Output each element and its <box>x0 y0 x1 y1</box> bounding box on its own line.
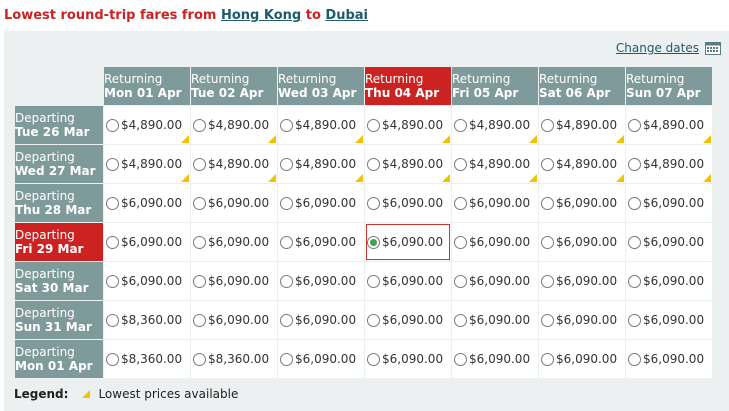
fare-price: $6,090.00 <box>556 274 618 288</box>
fare-cell[interactable] <box>626 340 712 378</box>
fare-radio[interactable] <box>454 197 467 210</box>
return-date-header <box>278 67 364 105</box>
fare-price: $6,090.00 <box>556 352 618 366</box>
fare-cell[interactable] <box>365 301 451 339</box>
fare-option[interactable] <box>191 352 277 366</box>
fare-radio[interactable] <box>454 236 467 249</box>
table-row <box>15 184 712 222</box>
title-connector: to <box>301 8 326 23</box>
return-date-header <box>191 67 277 105</box>
lowest-price-triangle-icon <box>268 174 276 182</box>
lowest-price-triangle-icon <box>355 135 363 143</box>
fare-price: $4,890.00 <box>382 118 444 132</box>
fare-radio[interactable] <box>628 119 641 132</box>
fare-price: $4,890.00 <box>121 118 183 132</box>
fare-radio[interactable] <box>106 197 119 210</box>
fare-cell[interactable] <box>278 145 364 183</box>
fare-radio[interactable] <box>106 236 119 249</box>
fare-radio[interactable] <box>193 236 206 249</box>
returning-label: Returning <box>104 72 163 86</box>
table-row <box>15 106 712 144</box>
fare-price: $4,890.00 <box>643 157 705 171</box>
table-row <box>15 301 712 339</box>
fare-radio[interactable] <box>454 275 467 288</box>
fare-radio[interactable] <box>541 119 554 132</box>
fare-price: $6,090.00 <box>382 274 444 288</box>
fare-radio[interactable] <box>193 119 206 132</box>
fare-radio[interactable] <box>628 275 641 288</box>
fare-cell[interactable] <box>365 145 451 183</box>
fare-radio[interactable] <box>367 197 380 210</box>
departing-label: Departing <box>15 150 75 164</box>
fare-cell[interactable] <box>626 301 712 339</box>
fare-option[interactable] <box>365 313 451 327</box>
fare-price: $6,090.00 <box>643 235 705 249</box>
fare-option[interactable] <box>452 274 538 288</box>
fare-price: $6,090.00 <box>295 196 357 210</box>
fare-cell[interactable] <box>539 145 625 183</box>
fare-grid <box>14 66 713 379</box>
fare-price: $8,360.00 <box>121 352 183 366</box>
fare-price: $6,090.00 <box>208 313 270 327</box>
return-date: Fri 05 Apr <box>452 86 519 100</box>
fare-option[interactable] <box>452 196 538 210</box>
fare-price: $4,890.00 <box>295 157 357 171</box>
lowest-price-triangle-icon <box>181 174 189 182</box>
fare-price: $4,890.00 <box>121 157 183 171</box>
depart-date: Thu 28 Mar <box>15 203 92 217</box>
departing-label: Departing <box>15 189 75 203</box>
table-row <box>15 340 712 378</box>
fare-option[interactable] <box>626 352 712 366</box>
origin-link[interactable]: Hong Kong <box>220 8 302 23</box>
fare-price: $6,090.00 <box>469 274 531 288</box>
fare-price: $4,890.00 <box>208 118 270 132</box>
depart-date-header <box>15 223 103 261</box>
fare-option[interactable] <box>626 157 712 171</box>
fare-cell[interactable] <box>278 223 364 261</box>
legend-label: Legend: <box>14 387 69 401</box>
fare-option[interactable] <box>278 157 364 171</box>
depart-date-header <box>15 184 103 222</box>
fare-radio[interactable] <box>280 197 293 210</box>
fare-cell[interactable] <box>104 106 190 144</box>
fare-cell[interactable] <box>104 301 190 339</box>
fare-cell[interactable] <box>452 301 538 339</box>
fare-option[interactable] <box>191 313 277 327</box>
fare-cell[interactable] <box>191 340 277 378</box>
grid-corner <box>15 67 103 105</box>
fare-option[interactable] <box>626 196 712 210</box>
fare-cell[interactable] <box>191 301 277 339</box>
fare-radio[interactable] <box>367 353 380 366</box>
fare-price: $6,090.00 <box>643 196 705 210</box>
fare-price: $6,090.00 <box>643 274 705 288</box>
fare-price: $6,090.00 <box>556 235 618 249</box>
fare-price: $6,090.00 <box>382 352 444 366</box>
fare-option[interactable] <box>539 313 625 327</box>
fare-option[interactable] <box>626 274 712 288</box>
fare-option[interactable] <box>278 235 364 249</box>
fare-cell[interactable] <box>626 262 712 300</box>
fare-radio[interactable] <box>367 119 380 132</box>
fare-cell[interactable] <box>626 145 712 183</box>
fare-radio[interactable] <box>280 236 293 249</box>
fare-radio[interactable] <box>106 353 119 366</box>
fare-radio[interactable] <box>541 197 554 210</box>
fare-radio[interactable] <box>628 314 641 327</box>
fare-option[interactable] <box>104 352 190 366</box>
departing-label: Departing <box>15 345 75 359</box>
table-row <box>15 262 712 300</box>
page-title <box>4 8 368 23</box>
fare-cell[interactable] <box>452 145 538 183</box>
fare-option[interactable] <box>626 235 712 249</box>
fare-cell[interactable] <box>452 184 538 222</box>
fare-price: $6,090.00 <box>295 274 357 288</box>
fare-option[interactable] <box>278 274 364 288</box>
fare-cell[interactable] <box>104 145 190 183</box>
fare-option[interactable] <box>626 313 712 327</box>
fare-option[interactable] <box>278 196 364 210</box>
fare-price: $6,090.00 <box>208 196 270 210</box>
fare-cell[interactable] <box>365 184 451 222</box>
fare-option[interactable] <box>539 235 625 249</box>
fare-radio[interactable] <box>106 158 119 171</box>
fare-cell[interactable] <box>626 184 712 222</box>
fare-grid-body <box>15 106 712 378</box>
fare-cell[interactable] <box>452 223 538 261</box>
fare-price: $6,090.00 <box>382 196 444 210</box>
fare-cell[interactable] <box>278 301 364 339</box>
returning-label: Returning <box>452 72 511 86</box>
legend <box>14 387 238 401</box>
fare-radio[interactable] <box>367 275 380 288</box>
fare-option[interactable] <box>365 118 451 132</box>
fare-option[interactable] <box>278 118 364 132</box>
return-date-header <box>539 67 625 105</box>
fare-price: $6,090.00 <box>295 352 357 366</box>
fare-radio[interactable] <box>628 353 641 366</box>
table-row <box>15 223 712 261</box>
fare-radio[interactable] <box>367 158 380 171</box>
fare-price: $4,890.00 <box>556 118 618 132</box>
depart-date: Sun 31 Mar <box>15 320 92 334</box>
lowest-price-triangle-icon <box>442 135 450 143</box>
fare-radio[interactable] <box>193 197 206 210</box>
destination-link[interactable]: Dubai <box>325 8 369 23</box>
fare-option[interactable] <box>365 235 451 249</box>
lowest-price-triangle-icon <box>616 135 624 143</box>
fare-radio[interactable] <box>280 353 293 366</box>
fare-cell[interactable] <box>626 223 712 261</box>
fare-option[interactable] <box>452 118 538 132</box>
lowest-price-triangle-icon <box>529 174 537 182</box>
lowest-price-triangle-icon <box>442 174 450 182</box>
return-date: Tue 02 Apr <box>191 86 264 100</box>
lowest-price-triangle-icon <box>703 135 711 143</box>
fare-radio[interactable] <box>193 314 206 327</box>
lowest-price-triangle-icon <box>268 135 276 143</box>
lowest-price-triangle-icon <box>703 174 711 182</box>
fare-cell[interactable] <box>365 223 451 261</box>
returning-label: Returning <box>191 72 250 86</box>
lowest-price-triangle-icon <box>82 390 90 398</box>
fare-cell[interactable] <box>191 184 277 222</box>
fare-option[interactable] <box>452 352 538 366</box>
fare-cell[interactable] <box>278 262 364 300</box>
lowest-price-triangle-icon <box>616 174 624 182</box>
returning-label: Returning <box>365 72 424 86</box>
fare-price: $6,090.00 <box>382 235 444 249</box>
depart-date: Mon 01 Apr <box>15 359 93 373</box>
depart-date: Sat 30 Mar <box>15 281 89 295</box>
fare-price: $4,890.00 <box>208 157 270 171</box>
lowest-price-triangle-icon <box>181 135 189 143</box>
fare-price: $6,090.00 <box>208 235 270 249</box>
return-date-header <box>365 67 451 105</box>
fare-cell[interactable] <box>104 184 190 222</box>
fare-cell[interactable] <box>539 262 625 300</box>
fare-option[interactable] <box>104 118 190 132</box>
fare-radio[interactable] <box>454 158 467 171</box>
fare-price: $8,360.00 <box>208 352 270 366</box>
fare-radio[interactable] <box>106 275 119 288</box>
fare-price: $4,890.00 <box>295 118 357 132</box>
depart-date-header <box>15 145 103 183</box>
fare-price: $6,090.00 <box>556 196 618 210</box>
fare-cell[interactable] <box>278 106 364 144</box>
fare-cell[interactable] <box>365 262 451 300</box>
fare-radio[interactable] <box>454 314 467 327</box>
fare-price: $6,090.00 <box>295 313 357 327</box>
fare-option[interactable] <box>278 352 364 366</box>
fare-cell[interactable] <box>104 340 190 378</box>
fare-option[interactable] <box>191 274 277 288</box>
fare-option[interactable] <box>365 352 451 366</box>
fare-option[interactable] <box>191 196 277 210</box>
fare-price: $4,890.00 <box>643 118 705 132</box>
fare-radio[interactable] <box>628 236 641 249</box>
fare-radio[interactable] <box>106 119 119 132</box>
lowest-price-triangle-icon <box>529 135 537 143</box>
fare-option[interactable] <box>539 352 625 366</box>
fare-price: $6,090.00 <box>469 352 531 366</box>
fare-panel <box>4 31 729 411</box>
fare-radio[interactable] <box>541 353 554 366</box>
returning-label: Returning <box>278 72 337 86</box>
fare-cell[interactable] <box>539 106 625 144</box>
fare-radio[interactable] <box>367 236 380 249</box>
fare-cell[interactable] <box>539 223 625 261</box>
table-row <box>15 145 712 183</box>
return-date: Sun 07 Apr <box>626 86 701 100</box>
return-header-row <box>15 67 712 105</box>
fare-option[interactable] <box>104 157 190 171</box>
depart-date-header <box>15 301 103 339</box>
fare-price: $6,090.00 <box>643 313 705 327</box>
depart-date: Fri 29 Mar <box>15 242 84 256</box>
departing-label: Departing <box>15 111 75 125</box>
fare-price: $6,090.00 <box>469 313 531 327</box>
fare-option[interactable] <box>539 157 625 171</box>
fare-option[interactable] <box>365 157 451 171</box>
fare-option[interactable] <box>539 274 625 288</box>
fare-option[interactable] <box>626 118 712 132</box>
fare-price: $6,090.00 <box>382 313 444 327</box>
departing-label: Departing <box>15 228 75 242</box>
fare-price: $6,090.00 <box>121 274 183 288</box>
fare-radio[interactable] <box>367 314 380 327</box>
fare-price: $4,890.00 <box>382 157 444 171</box>
fare-cell[interactable] <box>539 184 625 222</box>
fare-cell[interactable] <box>365 106 451 144</box>
fare-option[interactable] <box>452 313 538 327</box>
returning-label: Returning <box>626 72 685 86</box>
fare-cell[interactable] <box>452 106 538 144</box>
fare-radio[interactable] <box>280 119 293 132</box>
return-date: Wed 03 Apr <box>278 86 357 100</box>
fare-option[interactable] <box>104 196 190 210</box>
fare-radio[interactable] <box>541 275 554 288</box>
fare-price: $6,090.00 <box>121 235 183 249</box>
title-prefix: Lowest round-trip fares from <box>4 8 221 23</box>
fare-option[interactable] <box>104 274 190 288</box>
fare-price: $6,090.00 <box>556 313 618 327</box>
depart-date-header <box>15 340 103 378</box>
fare-cell[interactable] <box>104 223 190 261</box>
fare-cell[interactable] <box>278 184 364 222</box>
fare-radio[interactable] <box>541 314 554 327</box>
return-date-header <box>104 67 190 105</box>
depart-date: Tue 26 Mar <box>15 125 90 139</box>
fare-cell[interactable] <box>191 106 277 144</box>
fare-radio[interactable] <box>628 197 641 210</box>
fare-radio[interactable] <box>280 314 293 327</box>
fare-cell[interactable] <box>365 340 451 378</box>
return-date: Sat 06 Apr <box>539 86 611 100</box>
fare-cell[interactable] <box>191 223 277 261</box>
fare-option[interactable] <box>452 235 538 249</box>
fare-radio[interactable] <box>106 314 119 327</box>
returning-label: Returning <box>539 72 598 86</box>
fare-price: $6,090.00 <box>295 235 357 249</box>
fare-price: $4,890.00 <box>469 157 531 171</box>
return-date: Thu 04 Apr <box>365 86 440 100</box>
fare-price: $6,090.00 <box>208 274 270 288</box>
fare-radio[interactable] <box>541 236 554 249</box>
fare-price: $8,360.00 <box>121 313 183 327</box>
fare-cell[interactable] <box>278 340 364 378</box>
fare-option[interactable] <box>539 118 625 132</box>
depart-date-header <box>15 106 103 144</box>
calendar-icon[interactable] <box>705 42 721 55</box>
fare-option[interactable] <box>365 274 451 288</box>
return-date-header <box>452 67 538 105</box>
fare-option[interactable] <box>104 313 190 327</box>
fare-option[interactable] <box>104 235 190 249</box>
fare-radio[interactable] <box>280 275 293 288</box>
fare-radio[interactable] <box>193 353 206 366</box>
fare-cell[interactable] <box>452 340 538 378</box>
fare-radio[interactable] <box>454 119 467 132</box>
fare-radio[interactable] <box>280 158 293 171</box>
lowest-price-triangle-icon <box>355 174 363 182</box>
departing-label: Departing <box>15 267 75 281</box>
fare-cell[interactable] <box>539 340 625 378</box>
fare-price: $6,090.00 <box>643 352 705 366</box>
fare-price: $4,890.00 <box>469 118 531 132</box>
fare-price: $6,090.00 <box>469 196 531 210</box>
legend-text: Lowest prices available <box>98 387 239 401</box>
fare-option[interactable] <box>191 157 277 171</box>
fare-radio[interactable] <box>454 353 467 366</box>
fare-cell[interactable] <box>104 262 190 300</box>
fare-cell[interactable] <box>539 301 625 339</box>
fare-option[interactable] <box>539 196 625 210</box>
fare-cell[interactable] <box>191 262 277 300</box>
fare-price: $6,090.00 <box>121 196 183 210</box>
depart-date: Wed 27 Mar <box>15 164 96 178</box>
fare-cell[interactable] <box>191 145 277 183</box>
depart-date-header <box>15 262 103 300</box>
return-date: Mon 01 Apr <box>104 86 182 100</box>
fare-option[interactable] <box>191 235 277 249</box>
fare-radio[interactable] <box>193 158 206 171</box>
fare-radio[interactable] <box>193 275 206 288</box>
return-date-header <box>626 67 712 105</box>
fare-radio[interactable] <box>541 158 554 171</box>
fare-price: $4,890.00 <box>556 157 618 171</box>
change-dates-link[interactable] <box>616 41 721 55</box>
fare-radio[interactable] <box>628 158 641 171</box>
departing-label: Departing <box>15 306 75 320</box>
fare-option[interactable] <box>278 313 364 327</box>
fare-price: $6,090.00 <box>469 235 531 249</box>
fare-option[interactable] <box>191 118 277 132</box>
change-dates-label: Change dates <box>615 41 699 55</box>
fare-option[interactable] <box>365 196 451 210</box>
fare-cell[interactable] <box>626 106 712 144</box>
fare-option[interactable] <box>452 157 538 171</box>
fare-cell[interactable] <box>452 262 538 300</box>
